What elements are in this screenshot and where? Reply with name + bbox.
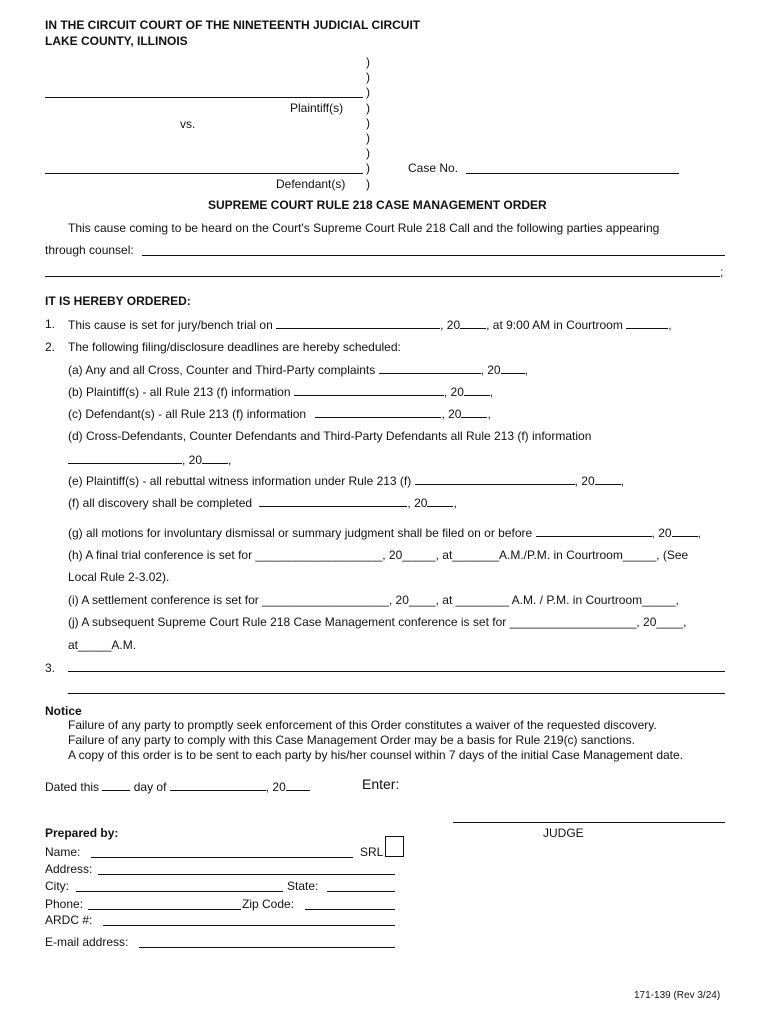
dated-year-field[interactable]	[286, 779, 310, 791]
deadline-a	[68, 362, 528, 377]
name-label: Name:	[45, 845, 81, 859]
trial-date-field[interactable]	[276, 317, 440, 329]
deadline-e-year-field[interactable]	[595, 473, 621, 485]
deadline-f-text: (f) all discovery shall be completed	[68, 496, 253, 510]
case-no-field[interactable]	[466, 173, 679, 174]
notice-heading: Notice	[45, 704, 82, 718]
year-prefix: , 20	[574, 474, 595, 488]
deadline-f	[68, 495, 457, 510]
year-prefix: , 20	[480, 363, 501, 377]
year-prefix: , 20	[651, 526, 672, 540]
deadline-a-date-field[interactable]	[379, 362, 481, 374]
deadline-g-year-field[interactable]	[672, 525, 698, 537]
deadlines-intro: The following filing/disclosure deadlines are hereby scheduled:	[68, 340, 401, 354]
deadline-f-date-field[interactable]	[259, 495, 407, 507]
ordered-heading: IT IS HEREBY ORDERED:	[45, 294, 191, 308]
defendant-name-line[interactable]	[45, 173, 363, 174]
trial-date-line	[68, 317, 672, 332]
srl-label: SRL	[360, 845, 384, 859]
email-field[interactable]	[139, 947, 395, 948]
trial-year-field[interactable]	[460, 317, 486, 329]
notice-line: Failure of any party to promptly seek enforcement of this Order constitutes a waiver of the requested discovery.	[68, 718, 657, 732]
deadline-d-year-field[interactable]	[202, 452, 228, 464]
comma: ,	[697, 526, 701, 540]
plaintiff-name-line[interactable]	[45, 97, 363, 98]
year-prefix: , 20	[407, 496, 428, 510]
caption-paren: )	[366, 101, 370, 115]
vs-label: vs.	[180, 117, 196, 131]
deadline-b	[68, 384, 493, 399]
caption-paren: )	[366, 146, 370, 160]
judge-signature-line[interactable]	[453, 822, 725, 823]
year-prefix: , 20	[182, 453, 203, 467]
deadline-d-date	[68, 452, 231, 467]
comma: ,	[489, 385, 494, 399]
city-field[interactable]	[76, 891, 283, 892]
counsel-line-1[interactable]	[142, 255, 725, 256]
ardc-field[interactable]	[103, 925, 395, 926]
semicolon: ;	[720, 265, 724, 279]
state-label: State:	[287, 879, 319, 893]
trial-courtroom-field[interactable]	[626, 317, 668, 329]
caption-paren: )	[366, 55, 370, 69]
address-field[interactable]	[98, 874, 395, 875]
deadline-b-date-field[interactable]	[294, 384, 444, 396]
case-no-label: Case No.	[408, 161, 459, 175]
local-rule-ref: Local Rule 2-3.02).	[68, 570, 170, 584]
defendant-label: Defendant(s)	[276, 177, 346, 191]
county-name: LAKE COUNTY, ILLINOIS	[45, 34, 188, 48]
caption-paren: )	[366, 85, 370, 99]
deadline-f-year-field[interactable]	[427, 495, 453, 507]
email-label: E-mail address:	[45, 935, 129, 949]
trial-time-text: , at 9:00 AM in Courtroom	[486, 318, 623, 332]
address-label: Address:	[45, 862, 93, 876]
case-management-conference[interactable]: (j) A subsequent Supreme Court Rule 218 Case Management conference is set for ___________________, 20____,	[68, 615, 687, 629]
deadline-g-date-field[interactable]	[536, 525, 652, 537]
item-number: 2.	[45, 340, 56, 354]
through-counsel-label: through counsel:	[45, 243, 134, 257]
item-3-line-1[interactable]	[68, 671, 725, 672]
item-number: 1.	[45, 317, 56, 331]
item-3-line-2[interactable]	[68, 693, 725, 694]
notice-line: Failure of any party to comply with this Case Management Order may be a basis for Rule 219(c) sanctions.	[68, 733, 635, 747]
comma: ,	[620, 474, 624, 488]
deadline-c-date-field[interactable]	[315, 406, 441, 418]
dated-line	[45, 779, 310, 794]
enter-label: Enter:	[362, 776, 400, 792]
year-prefix: , 20	[441, 407, 462, 421]
deadline-b-text: (b) Plaintiff(s) - all Rule 213 (f) information	[68, 385, 291, 399]
intro-text: This cause coming to be heard on the Court's Supreme Court Rule 218 Call and the following parties appearing	[68, 221, 660, 235]
deadline-a-text: (a) Any and all Cross, Counter and Third-Party complaints	[68, 363, 376, 377]
srl-checkbox[interactable]	[385, 836, 404, 857]
deadline-c-year-field[interactable]	[461, 406, 487, 418]
city-label: City:	[45, 879, 69, 893]
deadline-e-text: (e) Plaintiff(s) - all rebuttal witness information under Rule 213 (f)	[68, 474, 412, 488]
settlement-conference[interactable]: (i) A settlement conference is set for ___________________, 20____, at ________ A.M. / P.M. in Courtroom_____,	[68, 593, 679, 607]
final-trial-conference[interactable]: (h) A final trial conference is set for ___________________, 20_____, at_______A.M./P.M. in Courtroom_____, (See	[68, 548, 689, 562]
deadline-g	[68, 525, 701, 540]
item-number: 3.	[45, 661, 56, 675]
counsel-line-2[interactable]	[45, 276, 720, 277]
year-prefix: , 20	[265, 780, 286, 794]
prepared-by-heading: Prepared by:	[45, 826, 119, 840]
zip-field[interactable]	[305, 909, 395, 910]
comma: ,	[228, 453, 232, 467]
notice-line: A copy of this order is to be sent to each party by his/her counsel within 7 days of the initial Case Management date.	[68, 748, 684, 762]
deadline-g-text: (g) all motions for involuntary dismissal or summary judgment shall be filed on or before	[68, 526, 533, 540]
comma: ,	[524, 363, 528, 377]
ardc-label: ARDC #:	[45, 913, 93, 927]
dated-this-label: Dated this	[45, 780, 100, 794]
phone-field[interactable]	[88, 909, 241, 910]
trial-date-text: This cause is set for jury/bench trial on	[68, 318, 273, 332]
deadline-d-text: (d) Cross-Defendants, Counter Defendants and Third-Party Defendants all Rule 213 (f) information	[68, 429, 592, 443]
caption-paren: )	[366, 131, 370, 145]
year-prefix: , 20	[443, 385, 464, 399]
day-of-label: day of	[133, 780, 167, 794]
plaintiff-label: Plaintiff(s)	[290, 101, 344, 115]
caption-paren: )	[366, 161, 370, 175]
deadline-b-year-field[interactable]	[464, 384, 490, 396]
phone-label: Phone:	[45, 897, 84, 911]
deadline-c-text: (c) Defendant(s) - all Rule 213 (f) information	[68, 407, 307, 421]
deadline-e-date-field[interactable]	[415, 473, 575, 485]
caption-paren: )	[366, 116, 370, 130]
day-field[interactable]	[102, 779, 130, 791]
judge-label: JUDGE	[543, 826, 584, 840]
deadline-a-year-field[interactable]	[501, 362, 525, 374]
conference-time[interactable]: at_____A.M.	[68, 638, 137, 652]
form-number: 171-139 (Rev 3/24)	[634, 990, 721, 1001]
comma: ,	[668, 318, 672, 332]
order-title: SUPREME COURT RULE 218 CASE MANAGEMENT ORDER	[208, 198, 547, 212]
name-field[interactable]	[91, 857, 353, 858]
caption-paren: )	[366, 70, 370, 84]
court-name: IN THE CIRCUIT COURT OF THE NINETEENTH JUDICIAL CIRCUIT	[45, 18, 421, 32]
year-prefix: , 20	[440, 318, 461, 332]
deadline-e	[68, 473, 624, 488]
month-field[interactable]	[170, 779, 266, 791]
zip-label: Zip Code:	[242, 897, 295, 911]
deadline-d-date-field[interactable]	[68, 452, 182, 464]
comma: ,	[453, 496, 457, 510]
deadline-c	[68, 406, 491, 421]
caption-paren: )	[366, 177, 370, 191]
comma: ,	[487, 407, 491, 421]
state-field[interactable]	[327, 891, 395, 892]
